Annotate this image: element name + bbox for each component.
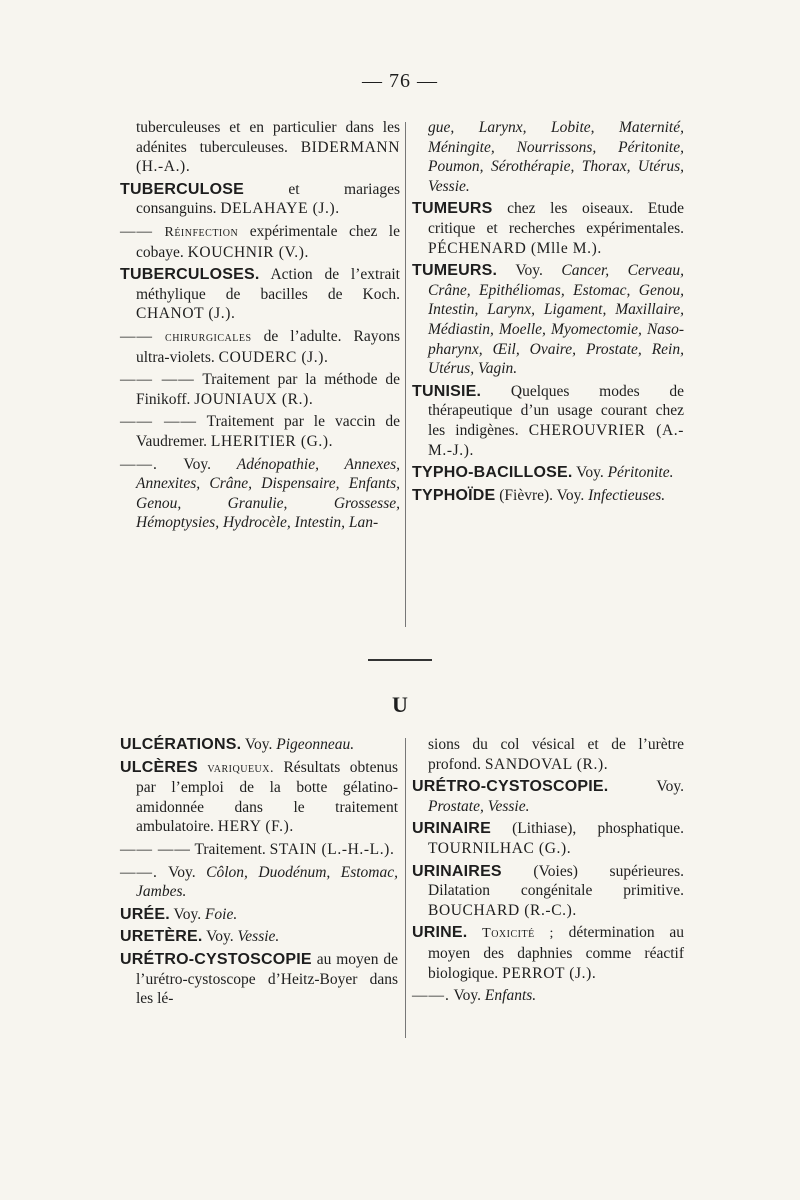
entry-text: Voy. bbox=[157, 863, 207, 881]
index-entry bbox=[120, 455, 400, 533]
entry-see-also: Péritonite. bbox=[607, 464, 674, 482]
index-entry bbox=[412, 199, 684, 258]
index-entry bbox=[412, 486, 684, 506]
entry-dash: ——. bbox=[120, 863, 158, 881]
entry-see-also: Infectieuses. bbox=[588, 486, 666, 504]
entry-author: KOUCHNIR (V.). bbox=[187, 243, 309, 261]
entry-text: de l’adulte. Rayons ultra-violets. bbox=[136, 327, 400, 366]
index-column-right-bottom bbox=[412, 735, 684, 1009]
entry-heading: TUMEURS. bbox=[412, 262, 498, 280]
entry-text: expérimentale chez le cobaye. bbox=[136, 222, 400, 261]
index-column-left-top bbox=[120, 118, 400, 536]
index-entry bbox=[120, 905, 398, 925]
index-entry bbox=[120, 840, 398, 860]
entry-text: Voy. bbox=[572, 464, 608, 482]
entry-heading: ULCÉRATIONS. bbox=[120, 736, 242, 753]
entry-subheading: Réinfection bbox=[164, 224, 239, 240]
entry-dash: —— —— bbox=[120, 840, 191, 858]
page-number: — 76 — bbox=[362, 70, 438, 92]
index-entry bbox=[120, 327, 400, 367]
entry-text: Traitement. bbox=[190, 840, 270, 858]
entry-text: et mariages consanguins. bbox=[136, 180, 400, 218]
entry-dash: —— —— bbox=[120, 371, 195, 389]
index-entry bbox=[412, 862, 684, 921]
index-column-right-top bbox=[412, 118, 684, 508]
entry-author: CHANOT (J.). bbox=[136, 305, 236, 323]
entry-heading: TYPHOÏDE bbox=[412, 486, 496, 504]
index-entry bbox=[412, 986, 684, 1006]
entry-author: COUDERC (J.). bbox=[218, 348, 329, 366]
entry-text: Voy. bbox=[169, 905, 205, 923]
entry-text: chez les oiseaux. Etude critique et recherches expérimentales. bbox=[428, 200, 684, 237]
entry-subheading: chirurgicales bbox=[165, 329, 252, 345]
entry-dash: ——. bbox=[412, 987, 450, 1005]
entry-see-also: gue, Larynx, Lobite, Maternité, Méningite, Nourrissons, Péritonite, Poumon, Sérothérapie, Thorax, Utérus, Vessie. bbox=[428, 119, 684, 195]
index-entry bbox=[412, 777, 684, 816]
index-entry bbox=[120, 370, 400, 409]
index-entry bbox=[120, 265, 400, 324]
entry-text: Voy. bbox=[157, 455, 237, 473]
entry-see-also: Enfants. bbox=[484, 987, 537, 1005]
entry-text: Voy. bbox=[449, 987, 485, 1005]
entry-heading: TYPHO-BACILLOSE. bbox=[412, 464, 573, 482]
entry-author: PÉCHENARD (Mlle M.). bbox=[428, 239, 602, 257]
section-separator-rule bbox=[368, 659, 432, 661]
index-entry bbox=[120, 927, 398, 947]
entry-author: CHEROUVRIER (A.-M.-J.). bbox=[428, 421, 684, 459]
entry-text: Quelques modes de thérapeutique d’un usage courant chez les indigènes. bbox=[428, 382, 684, 439]
entry-heading: URINAIRE bbox=[412, 820, 491, 838]
entry-heading: TUMEURS bbox=[412, 200, 493, 218]
entry-heading: URÉTRO-CYSTOSCOPIE bbox=[120, 950, 312, 968]
entry-heading: URINAIRES bbox=[412, 862, 502, 880]
index-entry bbox=[412, 923, 684, 983]
entry-text: au moyen de l’urétro-cystoscope d’Heitz-Boyer dans les lé- bbox=[136, 950, 398, 1008]
entry-text: Voy. bbox=[241, 736, 277, 753]
index-entry bbox=[120, 950, 398, 1009]
entry-see-also: Adénopathie, Annexes, Annexites, Crâne, Dispensaire, Enfants, Genou, Granulie, Grossesse, Hémoptysies, Hydrocèle, Intestin, Lan- bbox=[136, 455, 400, 532]
entry-author: HERY (F.). bbox=[217, 818, 294, 836]
entry-text: Résultats obtenus par l’emploi de la botte gélatino-amidonnée dans le traitement ambulatoire. bbox=[136, 758, 398, 836]
entry-author: PERROT (J.). bbox=[502, 964, 597, 982]
index-column-left-bottom bbox=[120, 735, 398, 1012]
index-entry bbox=[120, 758, 398, 837]
entry-dash: —— bbox=[120, 222, 153, 240]
entry-text: sions du col vésical et de l’urètre profond. bbox=[428, 736, 684, 773]
entry-see-also: Prostate, Vessie. bbox=[428, 797, 530, 815]
entry-text: Traitement par le vaccin de Vaudremer. bbox=[136, 413, 400, 450]
entry-heading: TUBERCULOSE bbox=[120, 180, 244, 198]
index-entry bbox=[412, 382, 684, 460]
index-entry bbox=[412, 819, 684, 858]
entry-heading: TUNISIE. bbox=[412, 382, 482, 400]
entry-dash: —— bbox=[120, 327, 153, 345]
entry-see-also: Foie. bbox=[204, 905, 238, 923]
index-entry bbox=[120, 118, 400, 177]
entry-heading: URETÈRE. bbox=[120, 928, 203, 946]
entry-text: Traitement par la méthode de Finikoff. bbox=[136, 371, 400, 408]
index-entry bbox=[412, 735, 684, 774]
entry-heading: TUBERCULOSES. bbox=[120, 266, 260, 284]
entry-dash: ——. bbox=[120, 455, 158, 473]
section-letter: U bbox=[392, 692, 408, 717]
entry-author: SANDOVAL (R.). bbox=[484, 755, 609, 773]
entry-text: (Voies) supérieures. Dilatation congénitale primitive. bbox=[428, 862, 684, 900]
index-entry bbox=[120, 222, 400, 262]
entry-text: (Lithiase), phosphatique. bbox=[490, 820, 684, 838]
column-divider-top bbox=[405, 122, 406, 627]
entry-author: JOUNIAUX (R.). bbox=[194, 390, 314, 408]
entry-author: TOURNILHAC (G.). bbox=[428, 839, 572, 857]
entry-subheading: Toxicité ; bbox=[482, 926, 554, 942]
index-entry bbox=[120, 735, 398, 755]
entry-author: DELAHAYE (J.). bbox=[220, 200, 340, 218]
index-entry bbox=[120, 412, 400, 451]
entry-dash: —— —— bbox=[120, 413, 197, 431]
entry-author: STAIN (L.-H.-L.). bbox=[269, 840, 395, 858]
entry-heading: URÉTRO-CYSTOSCOPIE. bbox=[412, 778, 609, 796]
index-entry bbox=[412, 118, 684, 196]
entry-heading: URÉE. bbox=[120, 905, 170, 923]
entry-text: détermination au moyen des daphnies comme réactif biologique. bbox=[428, 924, 685, 982]
index-entry bbox=[412, 463, 684, 483]
index-entry bbox=[120, 863, 398, 902]
entry-heading: URINE. bbox=[412, 924, 468, 942]
entry-text: Voy. bbox=[202, 928, 238, 946]
index-entry bbox=[412, 261, 684, 379]
entry-heading: ULCÈRES bbox=[120, 758, 198, 776]
entry-see-also: Vessie. bbox=[237, 928, 280, 946]
entry-see-also: Cancer, Cerveau, Crâne, Epithéliomas, Estomac, Genou, Intestin, Larynx, Ligament, Maxillaire, Médiastin, Moelle, Myomectomie, Naso-pharynx, Œil, Ovaire, Prostate, Rein, Utérus, Vagin. bbox=[428, 262, 684, 378]
entry-author: BIDERMANN (H.-A.). bbox=[136, 138, 400, 176]
entry-text: Action de l’extrait méthylique de bacilles de Koch. bbox=[136, 266, 400, 303]
entry-text: Voy. bbox=[608, 778, 684, 796]
entry-text: Voy. bbox=[497, 262, 562, 280]
entry-author: LHERITIER (G.). bbox=[210, 432, 334, 450]
column-divider-bottom bbox=[405, 738, 406, 1038]
entry-subheading: variqueux. bbox=[207, 760, 274, 776]
entry-see-also: Pigeonneau. bbox=[276, 736, 355, 753]
entry-author: BOUCHARD (R.-C.). bbox=[428, 901, 577, 919]
entry-see-also: Côlon, Duodénum, Estomac, Jambes. bbox=[136, 863, 398, 901]
entry-text: tuberculeuses et en particulier dans les adénites tuberculeuses. bbox=[136, 119, 400, 156]
index-entry bbox=[120, 180, 400, 219]
entry-text: (Fièvre). Voy. bbox=[495, 486, 589, 504]
